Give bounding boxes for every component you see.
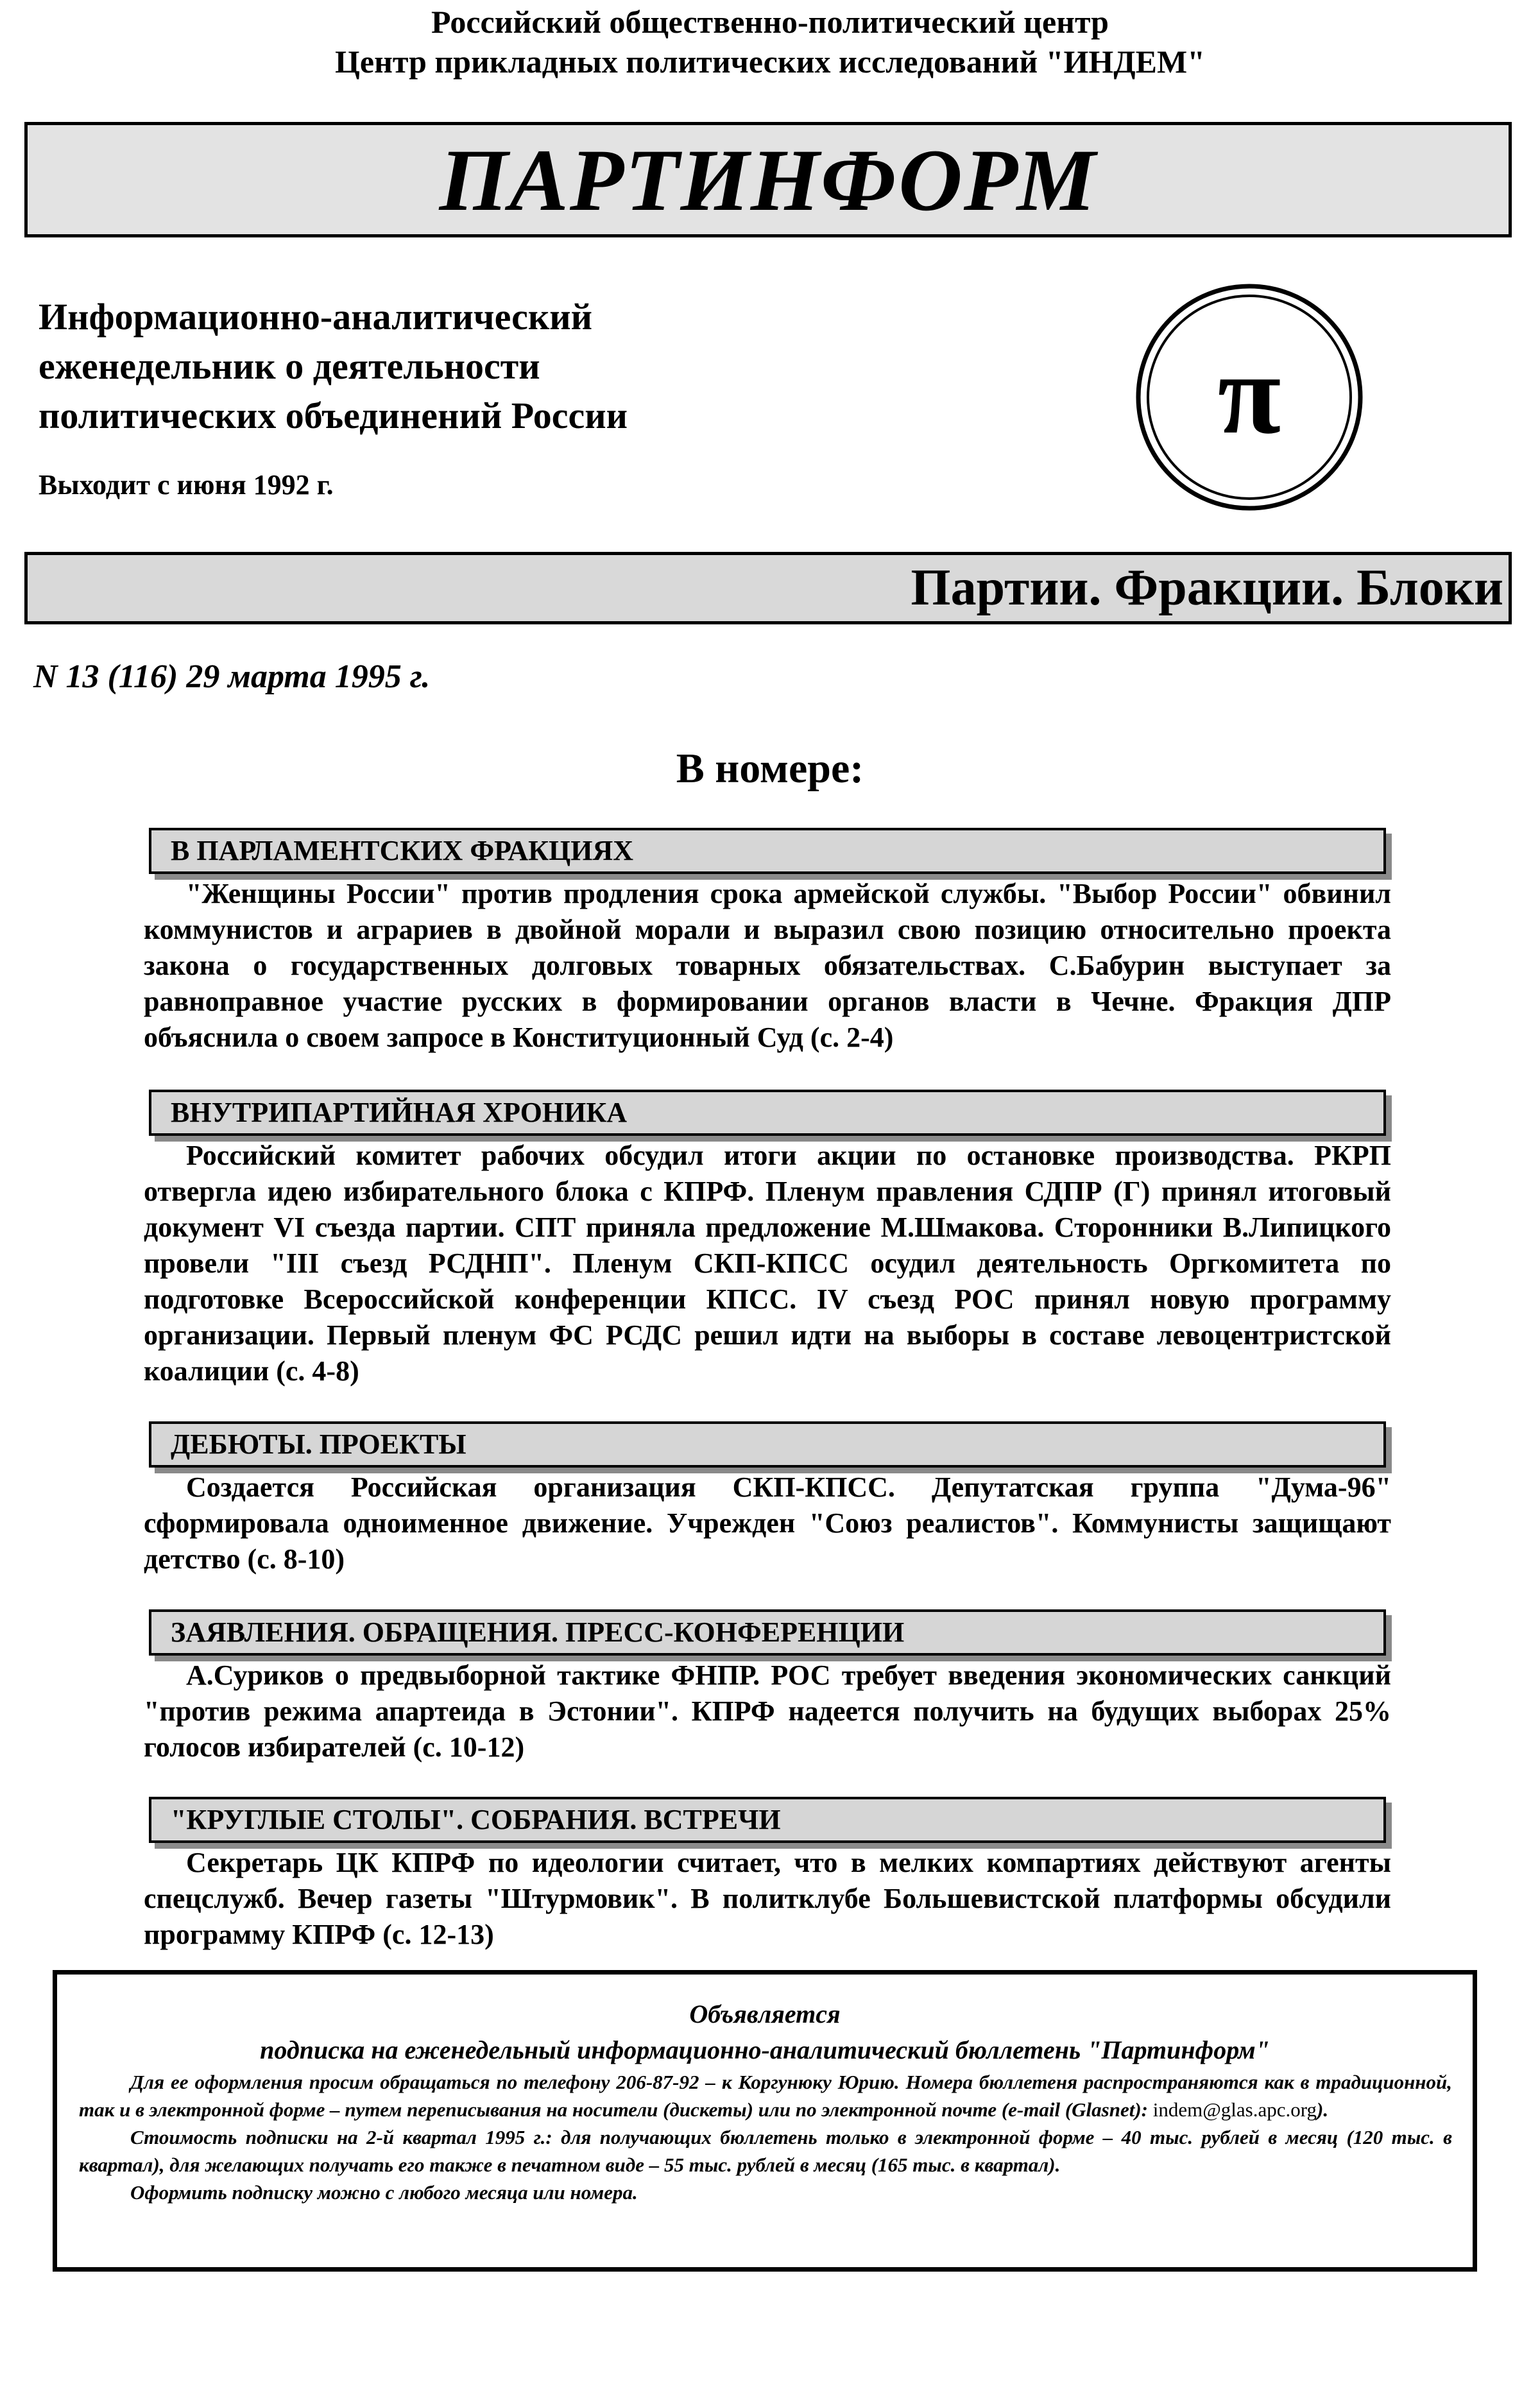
email-link[interactable]: indem@glas.apc.org [1152, 2098, 1317, 2121]
description-line-2: еженедельник о деятельности [38, 345, 540, 387]
publication-description [38, 292, 937, 440]
section-heading-text: ВНУТРИПАРТИЙНАЯ ХРОНИКА [171, 1097, 628, 1128]
notice-contact-text: Для ее оформления просим обращаться по телефону 206-87-92 – к Коргунюку Юрию. Номера бюллетеня распространяются как в традиционной, так и в электронной форме – путем переписывания на носители (дискеты) или по электронной почте (e-mail (Glasnet): [79, 2071, 1452, 2121]
contents-title: В номере: [676, 745, 864, 792]
section-heading-text: В ПАРЛАМЕНТСКИХ ФРАКЦИЯХ [171, 835, 634, 866]
section-text: Российский комитет рабочих обсудил итоги акции по остановке производства. РКРП отвергла идею избирательного блока с КПРФ. Пленум правления СДПР (Г) принял итоговый документ VI съезда партии. СПТ приняла предложение М.Шмакова. Сторонники В.Липицкого провели "III съезд РСДНП". Пленум СКП-КПСС осудил деятельность Оргкомитета по подготовке Всероссийской конференции КПСС. IV съезд РОС принял новую программу организации. Первый пленум ФС РСДС решил идти на выборы в составе левоцентристской коалиции (с. 4-8) [144, 1140, 1391, 1387]
published-since: Выходит с июня 1992 г. [38, 469, 334, 501]
pi-glyph: π [1217, 330, 1281, 458]
subscription-notice [53, 1970, 1477, 2272]
section-text: "Женщины России" против продления срока армейской службы. "Выбор России" обвинил коммунистов и аграриев в двойной морали и выразил свою позицию относительно проекта закона о государственных долговых товарных обязательствах. С.Бабурин выступает за равноправное участие русских в формировании органов власти в Чечне. Фракция ДПР объяснила о своем запросе в Конституционный Суд (с. 2-4) [144, 878, 1391, 1053]
rubric-title: Партии. Фракции. Блоки [911, 560, 1503, 616]
publisher-line-2: Центр прикладных политических исследований "ИНДЕМ" [335, 44, 1205, 80]
notice-subheading: подписка на еженедельный информационно-аналитический бюллетень "Партинформ" [260, 2035, 1270, 2064]
section-heading-text: "КРУГЛЫЕ СТОЛЫ". СОБРАНИЯ. ВСТРЕЧИ [171, 1804, 781, 1835]
description-line-3: политических объединений России [38, 395, 628, 436]
masthead-box [24, 122, 1512, 237]
section-text: Секретарь ЦК КПРФ по идеологии считает, что в мелких компартиях действуют агенты спецслужб. Вечер газеты "Штурмовик". В политклубе Большевистской платформы обсудили программу КПРФ (с. 12-13) [144, 1847, 1391, 1950]
masthead-title: ПАРТИНФОРМ [439, 130, 1097, 229]
pi-emblem-icon [1134, 282, 1364, 512]
issue-number: N 13 (116) 29 марта 1995 г. [33, 658, 431, 695]
notice-contact-end: ). [1317, 2098, 1329, 2121]
section-text: А.Суриков о предвыборной тактике ФНПР. РОС требует введения экономических санкций "против режима апартеида в Эстонии". КПРФ надеется получить на будущих выборах 25% голосов избирателей (с. 10-12) [144, 1659, 1391, 1763]
section-heading [149, 1797, 1386, 1843]
section-heading-text: ДЕБЮТЫ. ПРОЕКТЫ [171, 1428, 466, 1460]
section-text: Создается Российская организация СКП-КПСС. Депутатская группа "Дума-96" сформировала одноименное движение. Учрежден "Союз реалистов". Коммунисты защищают детство (с. 8-10) [144, 1471, 1391, 1575]
description-line-1: Информационно-аналитический [38, 296, 593, 338]
notice-closing-paragraph: Оформить подписку можно с любого месяца или номера. [130, 2181, 638, 2204]
section-heading [149, 1090, 1386, 1136]
section-heading [149, 828, 1386, 874]
notice-price-paragraph: Стоимость подписки на 2-й квартал 1995 г.: для получающих бюллетень только в электронной форме – 40 тыс. рублей в месяц (120 тыс. в квартал), для желающих получать его также в печатном виде – 55 тыс. рублей в месяц (165 тыс. в квартал). [79, 2126, 1452, 2176]
section-heading [149, 1609, 1386, 1656]
notice-body [79, 2068, 1452, 2206]
rubric-bar [24, 552, 1512, 624]
publisher-line-1: Российский общественно-политический центр [431, 4, 1109, 40]
section-heading-text: ЗАЯВЛЕНИЯ. ОБРАЩЕНИЯ. ПРЕСС-КОНФЕРЕНЦИИ [171, 1616, 905, 1648]
notice-heading: Объявляется [689, 2000, 841, 2028]
notice-paragraph [79, 2068, 1452, 2123]
section-heading [149, 1421, 1386, 1468]
